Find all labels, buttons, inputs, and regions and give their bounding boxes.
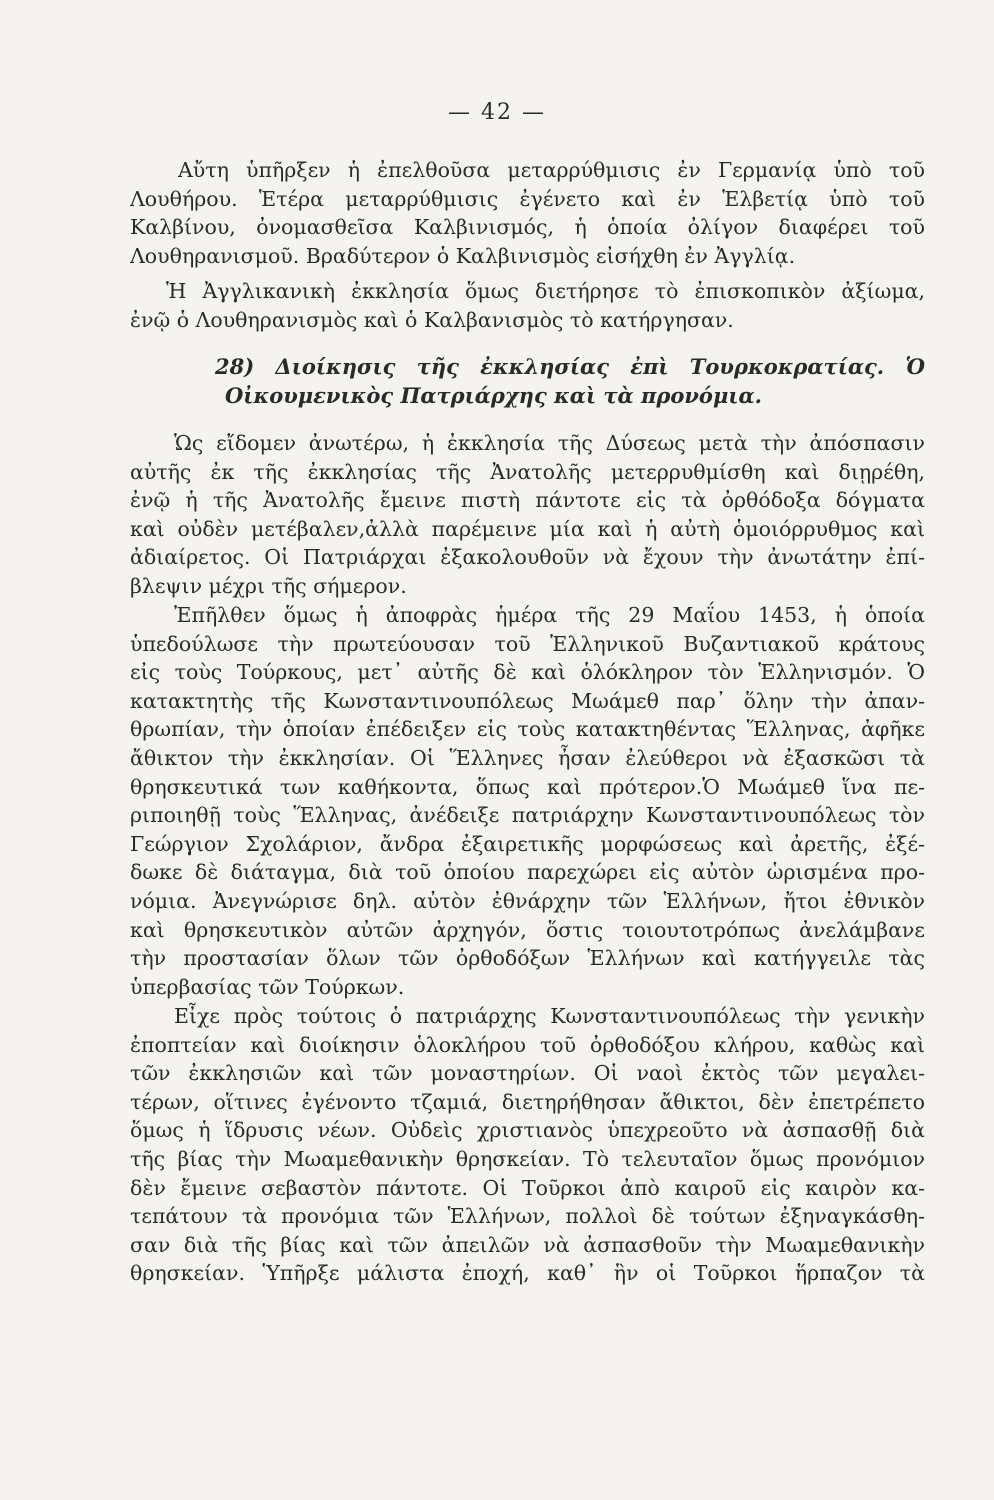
- text-line: Λουθήρου. Ἑτέρα μεταρρύθμισις ἐγένετο καὶ ἐν Ἑλβετίᾳ ὑπὸ τοῦ: [130, 186, 925, 211]
- text-line: ὅμως ἡ ἵδρυσις νέων. Οὐδεὶς χριστιανὸς ὑπεχρεοῦτο νὰ ἀσπασθῇ διὰ: [130, 1118, 925, 1143]
- text-line: ἐνῷ ὁ Λουθηρανισμὸς καὶ ὁ Καλβανισμὸς τὸ κατήργησαν.: [130, 307, 734, 332]
- intro-paragraph-1: [130, 156, 925, 270]
- text-line: θρησκευτικά των καθήκοντα, ὅπως καὶ πρότερον.Ὁ Μωάμεθ ἵνα πε-: [130, 774, 925, 799]
- text-line: αὐτῆς ἐκ τῆς ἐκκλησίας τῆς Ἀνατολῆς μετερρυθμίσθη καὶ διῃρέθη,: [130, 459, 925, 484]
- text-line: Λουθηρανισμοῦ. Βραδύτερον ὁ Καλβινισμὸς εἰσήχθη ἐν Ἀγγλίᾳ.: [130, 243, 796, 268]
- text-line: Καλβίνου, ὀνομασθεῖσα Καλβινισμός, ἡ ὁποία ὀλίγον διαφέρει τοῦ: [130, 215, 925, 240]
- text-line: ἄθικτον τὴν ἐκκλησίαν. Οἱ Ἕλληνες ἦσαν ἐλεύθεροι νὰ ἐξασκῶσι τὰ: [130, 745, 925, 770]
- text-line: τὴν προστασίαν ὅλων τῶν ὀρθοδόξων Ἑλλήνων καὶ κατήγγειλε τὰς: [130, 946, 925, 971]
- text-line: θρησκείαν. Ὑπῆρξε μάλιστα ἐποχή, καθ᾽ ἣν οἱ Τοῦρκοι ἥρπαζον τὰ: [130, 1261, 925, 1286]
- text-line: δὲν ἔμεινε σεβαστὸν πάντοτε. Οἱ Τοῦρκοι ἀπὸ καιροῦ εἰς καιρὸν κα-: [130, 1175, 925, 1200]
- text-line: καὶ οὐδὲν μετέβαλεν,ἀλλὰ παρέμεινε μία καὶ ἡ αὐτὴ ὁμοιόρρυθμος καὶ: [130, 516, 925, 541]
- text-line: κατακτητὴς τῆς Κωνσταντινουπόλεως Μωάμεθ παρ᾽ ὅλην τὴν ἀπαν-: [130, 688, 925, 713]
- text-line: τέρων, οἵτινες ἐγένοντο τζαμιά, διετηρήθησαν ἄθικτοι, δὲν ἐπετρέπετο: [130, 1089, 925, 1114]
- text-line: Γεώργιον Σχολάριον, ἄνδρα ἐξαιρετικῆς μορφώσεως καὶ ἀρετῆς, ἐξέ-: [130, 831, 925, 856]
- text-line: ἀδιαίρετος. Οἱ Πατριάρχαι ἐξακολουθοῦν νὰ ἔχουν τὴν ἀνωτάτην ἐπί-: [130, 545, 925, 570]
- body-paragraph-1: [130, 429, 925, 601]
- text-line: ριποιηθῇ τοὺς Ἕλληνας, ἀνέδειξε πατριάρχην Κωνσταντινουπόλεως τὸν: [130, 803, 925, 828]
- text-line: εἰς τοὺς Τούρκους, μετ᾽ αὐτῆς δὲ καὶ ὁλόκληρον τὸν Ἑλληνισμόν. Ὁ: [130, 660, 925, 685]
- text-line: ὑπερβασίας τῶν Τούρκων.: [130, 974, 405, 999]
- intro-paragraph-2: [130, 277, 925, 334]
- section-heading-line-1: 28) Διοίκησις τῆς ἐκκλησίας ἐπὶ Τουρκοκρατίας. Ὁ: [215, 354, 925, 379]
- text-line: σαν διὰ τῆς βίας καὶ τῶν ἀπειλῶν νὰ ἀσπασθοῦν τὴν Μωαμεθανικὴν: [130, 1232, 925, 1257]
- text-line: θρωπίαν, τὴν ὁποίαν ἐπέδειξεν εἰς τοὺς κατακτηθέντας Ἕλληνας, ἀφῆκε: [130, 717, 925, 742]
- text-line: τεπάτουν τὰ προνόμια τῶν Ἑλλήνων, πολλοὶ δὲ τούτων ἐξηναγκάσθη-: [130, 1204, 925, 1229]
- text-line: δωκε δὲ διάταγμα, διὰ τοῦ ὁποίου παρεχώρει εἰς αὐτὸν ὡρισμένα προ-: [130, 860, 925, 885]
- section-heading: [130, 353, 925, 410]
- text-line: Ἡ Ἀγγλικανικὴ ἐκκλησία ὅμως διετήρησε τὸ ἐπισκοπικὸν ἀξίωμα,: [166, 279, 925, 303]
- text-line: ἐποπτείαν καὶ διοίκησιν ὁλοκλήρου τοῦ ὀρθοδόξου κλήρου, καθὼς καὶ: [130, 1032, 925, 1057]
- text-line: ἐνῷ ἡ τῆς Ἀνατολῆς ἔμεινε πιστὴ πάντοτε εἰς τὰ ὀρθόδοξα δόγματα: [130, 488, 925, 513]
- text-line: Ἐπῆλθεν ὅμως ἡ ἀποφρὰς ἡμέρα τῆς 29 Μαΐου 1453, ἡ ὁποία: [174, 603, 925, 627]
- text-line: τῶν ἐκκλησιῶν καὶ τῶν μοναστηρίων. Οἱ ναοὶ ἐκτὸς τῶν μεγαλει-: [130, 1061, 925, 1086]
- body-paragraph-3: [130, 1002, 925, 1288]
- body-paragraph-2: [130, 601, 925, 1001]
- section-heading-line-2: Οἰκουμενικὸς Πατριάρχης καὶ τὰ προνόμια.: [225, 382, 762, 408]
- text-line: Εἶχε πρὸς τούτοις ὁ πατριάρχης Κωνσταντινουπόλεως τὴν γενικὴν: [174, 1004, 925, 1028]
- text-line: καὶ θρησκευτικὸν αὐτῶν ἀρχηγόν, ὅστις τοιουτοτρόπως ἀνελάμβανε: [130, 917, 925, 942]
- page-number: — 42 —: [448, 100, 546, 125]
- text-line: βλεψιν μέχρι τῆς σήμερον.: [130, 573, 407, 598]
- text-line: νόμια. Ἀνεγνώρισε δηλ. αὐτὸν ἐθνάρχην τῶν Ἑλλήνων, ἤτοι ἐθνικὸν: [130, 888, 925, 913]
- text-line: ὑπεδούλωσε τὴν πρωτεύουσαν τοῦ Ἑλληνικοῦ Βυζαντιακοῦ κράτους: [130, 631, 925, 656]
- text-line: Ὡς εἴδομεν ἀνωτέρω, ἡ ἐκκλησία τῆς Δύσεως μετὰ τὴν ἀπόσπασιν: [174, 431, 925, 455]
- text-line: Αὔτη ὑπῆρξεν ἡ ἐπελθοῦσα μεταρρύθμισις ἐν Γερμανίᾳ ὑπὸ τοῦ: [178, 158, 925, 182]
- text-line: τῆς βίας τὴν Μωαμεθανικὴν θρησκείαν. Τὸ τελευταῖον ὅμως προνόμιον: [130, 1146, 925, 1171]
